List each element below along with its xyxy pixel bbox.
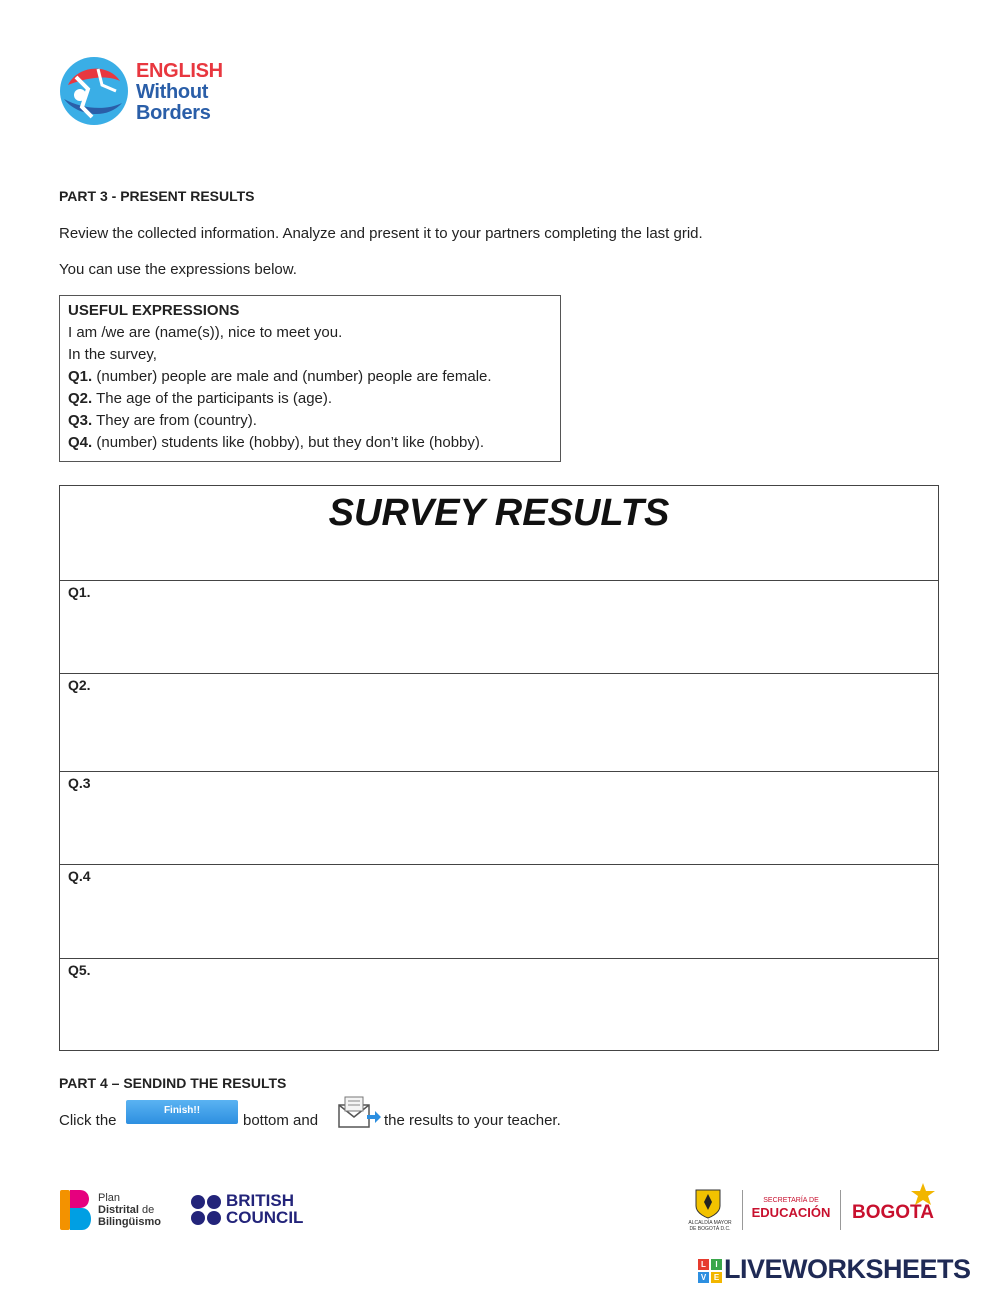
divider	[840, 1190, 841, 1230]
expressions-heading: USEFUL EXPRESSIONS	[68, 302, 240, 319]
expression-q1: Q1. (number) people are male and (number) people are female.	[68, 368, 492, 385]
send-mail-icon	[337, 1095, 381, 1129]
finish-button[interactable]: Finish!!	[126, 1100, 238, 1124]
logo-text: ENGLISH Without Borders	[136, 60, 223, 124]
answer-row-q1[interactable]	[60, 580, 938, 673]
plan-line-1: Plan	[98, 1192, 121, 1204]
part3-title: PART 3 - PRESENT RESULTS	[59, 188, 255, 204]
answer-row-q3[interactable]	[60, 771, 938, 864]
divider	[742, 1190, 743, 1230]
bogota-wordmark: BOGOTA	[852, 1202, 934, 1223]
secretaria-line-2: EDUCACIÓN	[751, 1205, 831, 1220]
part4-text-before: Click the	[59, 1112, 117, 1129]
british-council-dots-icon	[190, 1194, 222, 1226]
answer-row-q4[interactable]	[60, 864, 938, 958]
star-icon	[910, 1182, 936, 1206]
english-without-borders-logo	[58, 55, 238, 130]
useful-expressions-box	[59, 295, 561, 462]
alcaldia-line-2: DE BOGOTÁ D.C.	[689, 1226, 731, 1232]
part4-text-after: the results to your teacher.	[384, 1112, 561, 1129]
globe-icon	[58, 55, 130, 127]
survey-results-grid	[59, 485, 939, 1051]
secretaria-line-1: SECRETARÍA DE	[763, 1197, 819, 1204]
expression-q2: Q2. The age of the participants is (age).	[68, 390, 333, 407]
bogota-institutional-logos	[688, 1182, 944, 1238]
bc-line-2: COUNCIL	[226, 1208, 304, 1227]
expression-q4: Q4. (number) students like (hobby), but they don’t like (hobby).	[68, 434, 485, 451]
plan-line-2a: Distrital	[98, 1204, 139, 1216]
expression-intro-2: In the survey,	[68, 346, 157, 363]
plan-line-3: Bilingüismo	[98, 1216, 161, 1228]
british-council-logo	[190, 1191, 304, 1228]
plan-distrital-bilinguismo-logo	[60, 1188, 180, 1232]
part4-text-middle: bottom and	[243, 1112, 319, 1129]
plan-b-icon	[60, 1190, 92, 1230]
lw-brand-text: LIVEWORKSHEETS	[724, 1254, 971, 1284]
coat-of-arms-icon	[694, 1188, 722, 1220]
part3-instruction: Review the collected information. Analyze and present it to your partners completing the last grid.	[59, 225, 703, 242]
lw-tiles: L I V E	[698, 1259, 722, 1283]
row-label: Q5.	[68, 962, 91, 978]
row-label: Q2.	[68, 677, 91, 693]
part3-note: You can use the expressions below.	[59, 261, 297, 278]
answer-row-q2[interactable]	[60, 673, 938, 771]
row-label: Q.3	[68, 775, 91, 791]
liveworksheets-logo	[698, 1254, 998, 1286]
part4-title: PART 4 – SENDIND THE RESULTS	[59, 1075, 287, 1091]
expression-q3: Q3. They are from (country).	[68, 412, 257, 429]
answer-row-q5[interactable]	[60, 958, 938, 1050]
survey-title: SURVEY RESULTS	[328, 492, 670, 534]
row-label: Q.4	[68, 868, 91, 884]
alcaldia-line-1: ALCALDÍA MAYOR	[688, 1220, 732, 1226]
bc-line-1: BRITISH	[226, 1191, 294, 1210]
expression-intro-1: I am /we are (name(s)), nice to meet you.	[68, 324, 343, 341]
survey-title-row	[60, 486, 938, 580]
plan-line-2b: de	[142, 1204, 155, 1216]
row-label: Q1.	[68, 584, 91, 600]
